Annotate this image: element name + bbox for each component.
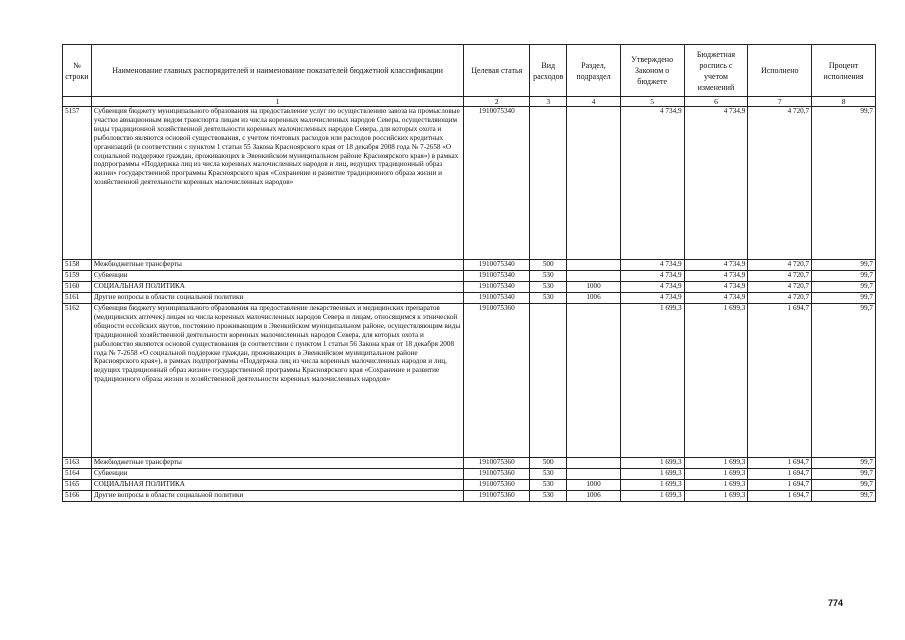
- row-revised: 1 699,3: [684, 469, 748, 480]
- row-percent: 99,7: [812, 282, 876, 293]
- row-num: 5162: [63, 304, 92, 458]
- row-approved: 1 699,3: [620, 469, 684, 480]
- header-executed: Исполнено: [748, 45, 812, 97]
- row-vid: 500: [530, 260, 567, 271]
- row-percent: 99,7: [812, 271, 876, 282]
- column-number-cell: [63, 97, 92, 107]
- row-percent: 99,7: [812, 491, 876, 502]
- column-number-cell: 3: [530, 97, 567, 107]
- header-name: Наименование главных распорядителей и наименование показателей бюджетной классификации: [91, 45, 464, 97]
- row-revised: 4 734,9: [684, 282, 748, 293]
- row-approved: 4 734,9: [620, 271, 684, 282]
- row-vid: 530: [530, 469, 567, 480]
- row-executed: 1 694,7: [748, 458, 812, 469]
- row-executed: 4 720,7: [748, 282, 812, 293]
- table-row: [63, 107, 876, 260]
- header-revised: Бюджетная роспись с учетом изменений: [684, 45, 748, 97]
- row-vid: [530, 304, 567, 458]
- row-percent: 99,7: [812, 469, 876, 480]
- column-number-cell: 4: [567, 97, 621, 107]
- row-razdel: [567, 304, 621, 458]
- header-row: [63, 45, 876, 97]
- row-code: 1910075360: [464, 458, 530, 469]
- row-executed: 4 720,7: [748, 293, 812, 304]
- row-num: 5165: [63, 480, 92, 491]
- row-razdel: 1006: [567, 491, 621, 502]
- row-revised: 1 699,3: [684, 491, 748, 502]
- row-name: Субвенция бюджету муниципального образования на предоставление лекарственных и медицинских препаратов (медицинских аптечек) лицам из числа коренных малочисленных народов Севера и лицам, относящимся к этнической общности ессейских якутов, постоянно проживающим в Эвенкийском муниципальном районе, осуществляющим виды традиционной хозяйственной деятельности коренных малочисленных народов Севера, для которых охота и рыболовство являются основой существования (в соответствии с пунктом 1 статьи 56 Закона края от 18 декабря 2008 года № 7-2658 «О социальной поддержке граждан, проживающих в Эвенкийском муниципальном районе Красноярского края»), в рамках подпрограммы «Поддержка лиц из числа коренных малочисленных народов и лиц, ведущих традиционный образ жизни» государственной программы Красноярского края «Сохранение и развитие традиционного образа жизни и хозяйственной деятельности коренных малочисленных народов»: [91, 304, 464, 458]
- row-executed: 1 694,7: [748, 491, 812, 502]
- header-approved: Утверждено Законом о бюджете: [620, 45, 684, 97]
- row-name: Межбюджетные трансферты: [91, 458, 464, 469]
- row-revised: 1 699,3: [684, 304, 748, 458]
- row-percent: 99,7: [812, 260, 876, 271]
- row-executed: 1 694,7: [748, 469, 812, 480]
- row-num: 5161: [63, 293, 92, 304]
- row-code: 1910075360: [464, 304, 530, 458]
- row-razdel: [567, 469, 621, 480]
- row-num: 5163: [63, 458, 92, 469]
- row-approved: 4 734,9: [620, 260, 684, 271]
- row-razdel: 1000: [567, 480, 621, 491]
- row-percent: 99,7: [812, 304, 876, 458]
- row-approved: 4 734,9: [620, 282, 684, 293]
- table-row: [63, 469, 876, 480]
- page-number: 774: [828, 598, 844, 608]
- row-code: 1910075360: [464, 491, 530, 502]
- row-razdel: [567, 271, 621, 282]
- row-revised: 1 699,3: [684, 458, 748, 469]
- row-vid: 530: [530, 271, 567, 282]
- row-approved: 1 699,3: [620, 491, 684, 502]
- row-razdel: 1006: [567, 293, 621, 304]
- column-number-cell: 8: [812, 97, 876, 107]
- header-percent: Процент исполнения: [812, 45, 876, 97]
- row-razdel: 1000: [567, 282, 621, 293]
- row-vid: 530: [530, 480, 567, 491]
- header-vid: Вид расходов: [530, 45, 567, 97]
- row-num: 5160: [63, 282, 92, 293]
- row-executed: 4 720,7: [748, 271, 812, 282]
- row-executed: 4 720,7: [748, 107, 812, 260]
- header-razdel: Раздел, подраздел: [567, 45, 621, 97]
- row-code: 1910075340: [464, 260, 530, 271]
- table-row: [63, 304, 876, 458]
- row-executed: 4 720,7: [748, 260, 812, 271]
- row-percent: 99,7: [812, 458, 876, 469]
- row-revised: 4 734,9: [684, 293, 748, 304]
- row-razdel: [567, 458, 621, 469]
- row-vid: 530: [530, 282, 567, 293]
- row-vid: 530: [530, 491, 567, 502]
- row-vid: 500: [530, 458, 567, 469]
- table-row: [63, 260, 876, 271]
- column-number-cell: 1: [91, 97, 464, 107]
- row-revised: 1 699,3: [684, 480, 748, 491]
- row-num: 5166: [63, 491, 92, 502]
- row-approved: 1 699,3: [620, 480, 684, 491]
- row-num: 5164: [63, 469, 92, 480]
- row-name: Субвенции: [91, 271, 464, 282]
- row-name: СОЦИАЛЬНАЯ ПОЛИТИКА: [91, 282, 464, 293]
- row-approved: 4 734,9: [620, 107, 684, 260]
- row-percent: 99,7: [812, 480, 876, 491]
- row-approved: 1 699,3: [620, 458, 684, 469]
- row-code: 1910075360: [464, 469, 530, 480]
- table-row: [63, 282, 876, 293]
- row-code: 1910075340: [464, 293, 530, 304]
- table-row: [63, 491, 876, 502]
- row-name: Субвенции: [91, 469, 464, 480]
- row-code: 1910075340: [464, 282, 530, 293]
- row-name: Субвенция бюджету муниципального образования на предоставление услуг по осуществлению завоза на промысловые участки авиационным видом транспорта лицам из числа коренных малочисленных народов Севера, осуществляющим виды традиционной хозяйственной деятельности коренных малочисленных народов Севера, для которых охота и рыболовство являются основой существования, с учетом почтовых расходов или расходов российских кредитных организаций (в соответствии с пунктом 1 статьи 55 Закона Красноярского края от 18 декабря 2008 года № 7-2658 «О социальной поддержке граждан, проживающих в Эвенкийском муниципальном районе Красноярского края») в рамках подпрограммы «Поддержка лиц из числа коренных малочисленных народов и лиц, ведущих традиционный образ жизни» государственной программы Красноярского края «Сохранение и развитие традиционного образа жизни и хозяйственной деятельности коренных малочисленных народов»: [91, 107, 464, 260]
- row-revised: 4 734,9: [684, 260, 748, 271]
- row-revised: 4 734,9: [684, 271, 748, 282]
- row-approved: 1 699,3: [620, 304, 684, 458]
- row-executed: 1 694,7: [748, 304, 812, 458]
- column-number-cell: 5: [620, 97, 684, 107]
- row-revised: 4 734,9: [684, 107, 748, 260]
- row-name: Другие вопросы в области социальной политики: [91, 293, 464, 304]
- table-row: [63, 480, 876, 491]
- row-code: 1910075340: [464, 107, 530, 260]
- row-num: 5159: [63, 271, 92, 282]
- row-razdel: [567, 260, 621, 271]
- row-percent: 99,7: [812, 107, 876, 260]
- row-code: 1910075360: [464, 480, 530, 491]
- column-number-cell: 2: [464, 97, 530, 107]
- table-row: [63, 293, 876, 304]
- table-row: [63, 271, 876, 282]
- header-code: Целевая статья: [464, 45, 530, 97]
- row-name: Другие вопросы в области социальной политики: [91, 491, 464, 502]
- table-row: [63, 458, 876, 469]
- row-num: 5157: [63, 107, 92, 260]
- column-number-cell: 6: [684, 97, 748, 107]
- budget-table: [62, 44, 876, 502]
- row-num: 5158: [63, 260, 92, 271]
- row-name: СОЦИАЛЬНАЯ ПОЛИТИКА: [91, 480, 464, 491]
- row-vid: 530: [530, 293, 567, 304]
- row-razdel: [567, 107, 621, 260]
- row-name: Межбюджетные трансферты: [91, 260, 464, 271]
- row-executed: 1 694,7: [748, 480, 812, 491]
- column-number-cell: 7: [748, 97, 812, 107]
- row-approved: 4 734,9: [620, 293, 684, 304]
- row-vid: [530, 107, 567, 260]
- row-percent: 99,7: [812, 293, 876, 304]
- row-code: 1910075340: [464, 271, 530, 282]
- header-num: № строки: [63, 45, 92, 97]
- column-number-row: [63, 97, 876, 107]
